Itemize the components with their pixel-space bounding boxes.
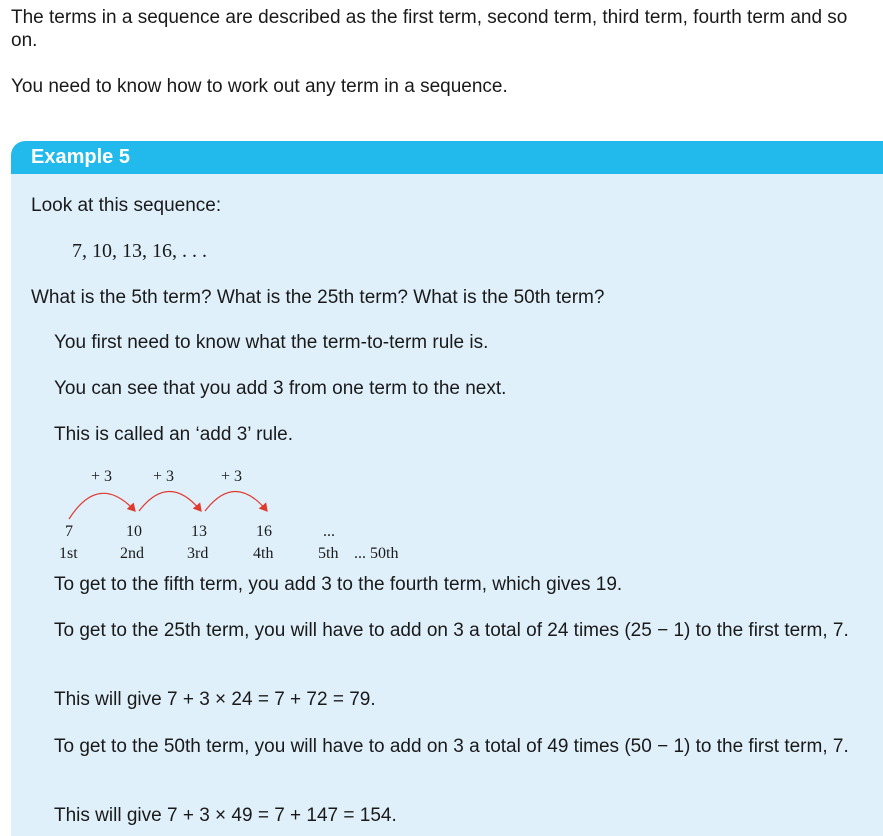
term-value-1: 7 — [65, 523, 73, 540]
twentyfifth-term-text: To get to the 25th term, you will have to add on 3 a total of 24 times (25 − 1) to the first term, 7. — [54, 620, 849, 641]
arrow-1 — [69, 493, 135, 519]
question-text: What is the 5th term? What is the 25th term? What is the 50th term? — [31, 287, 605, 308]
step-text-called: This is called an ‘add 3’ rule. — [54, 424, 294, 445]
example-box — [11, 141, 883, 836]
step-label-1: + 3 — [91, 468, 113, 485]
arrow-3 — [205, 492, 267, 512]
example-title: Example 5 — [31, 146, 130, 168]
fiftieth-result-text: This will give 7 + 3 × 49 = 7 + 147 = 154. — [54, 805, 397, 826]
sequence-diagram — [51, 459, 451, 569]
intro-paragraph-terms: The terms in a sequence are described as the first term, second term, third term, fourth term and so on. — [11, 7, 848, 51]
term-position-1: 1st — [59, 545, 78, 562]
term-value-4: 16 — [256, 523, 272, 540]
fifth-term-text: To get to the fifth term, you add 3 to the fourth term, which gives 19. — [54, 574, 623, 595]
intro-paragraph-know: You need to know how to work out any term in a sequence. — [11, 76, 508, 97]
example-header — [11, 141, 883, 174]
sequence-text: 7, 10, 13, 16, . . . — [72, 240, 207, 262]
term-position-2: 2nd — [120, 545, 144, 562]
term-value-3: 13 — [191, 523, 207, 540]
term-value-more: ... — [323, 523, 335, 540]
term-position-4: 4th — [253, 545, 274, 562]
term-position-3: 3rd — [187, 545, 209, 562]
step-label-2: + 3 — [153, 468, 175, 485]
step-text-add: You can see that you add 3 from one term to the next. — [54, 378, 507, 399]
step-label-3: + 3 — [221, 468, 243, 485]
arrow-2 — [139, 492, 201, 512]
twentyfifth-result-text: This will give 7 + 3 × 24 = 7 + 72 = 79. — [54, 689, 376, 710]
fiftieth-term-text: To get to the 50th term, you will have to add on 3 a total of 49 times (50 − 1) to the first term, 7. — [54, 736, 849, 757]
step-text-rule: You first need to know what the term-to-term rule is. — [54, 332, 489, 353]
look-text: Look at this sequence: — [31, 195, 222, 216]
term-position-5: 5th — [318, 545, 339, 562]
term-position-50: ... 50th — [354, 545, 399, 562]
term-value-2: 10 — [126, 523, 142, 540]
